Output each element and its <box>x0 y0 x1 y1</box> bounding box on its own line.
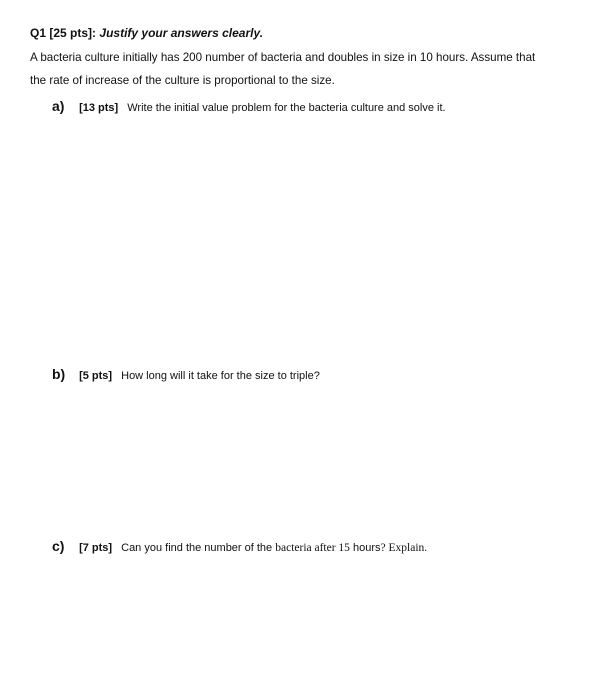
intro-line-1: A bacteria culture initially has 200 number of bacteria and doubles in size in 10 hours. Assume that <box>30 51 536 64</box>
part-c-points: [7 pts] <box>79 542 113 554</box>
part-c-label: c) <box>52 538 65 554</box>
part-c-text-serif2: ? Explain. <box>380 542 428 554</box>
part-c-text-mid: hours <box>349 542 381 554</box>
question-points: [25 pts] <box>49 26 93 40</box>
part-a-label: a) <box>52 98 65 114</box>
question-title <box>30 26 263 40</box>
intro-line-2: the rate of increase of the culture is proportional to the size. <box>30 74 335 87</box>
part-a <box>52 98 446 114</box>
part-b <box>52 366 320 382</box>
question-number: Q1 <box>30 26 47 40</box>
part-c-text-serif1: bacteria after 15 <box>275 542 350 554</box>
part-b-text: How long will it take for the size to triple? <box>121 370 320 382</box>
part-c-text-pre: Can you find the number of the <box>121 542 276 554</box>
part-a-text: Write the initial value problem for the bacteria culture and solve it. <box>127 102 446 114</box>
part-b-points: [5 pts] <box>79 370 113 382</box>
question-instruction: Justify your answers clearly. <box>99 26 264 40</box>
part-c <box>52 538 427 554</box>
part-b-label: b) <box>52 366 66 382</box>
part-a-points: [13 pts] <box>79 102 119 114</box>
question-colon: : <box>92 26 97 40</box>
